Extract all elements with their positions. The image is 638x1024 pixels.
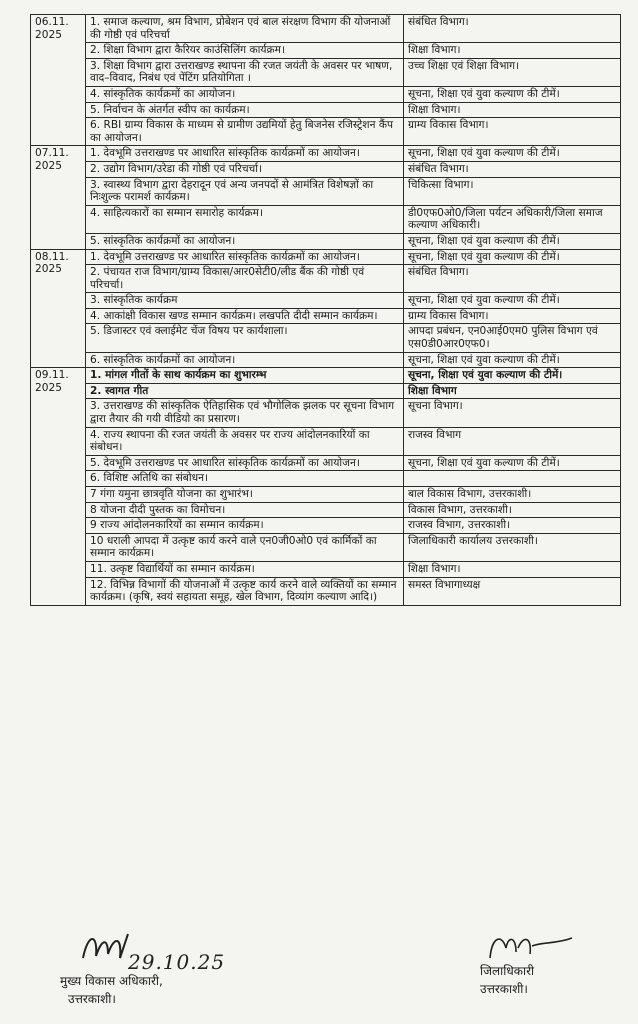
program-cell: 3. स्वास्थ्य विभाग द्वारा देहरादून एवं अन्य जनपदों से आमंत्रित विशेषज्ञों का निःशुल्क परामर्श कार्यक्रम। <box>86 177 404 205</box>
handwritten-date: 29.10.25 <box>128 950 226 974</box>
table-row <box>31 399 621 427</box>
table-row <box>31 177 621 205</box>
program-cell: 5. देवभूमि उत्तराखण्ड पर आधारित सांस्कृतिक कार्यक्रमों का आयोजन। <box>86 455 404 471</box>
department-cell: सूचना, शिक्षा एवं युवा कल्याण की टीमें। <box>404 352 621 368</box>
department-cell: राजस्व विभाग <box>404 427 621 455</box>
program-cell: 6. सांस्कृतिक कार्यक्रमों का आयोजन। <box>86 352 404 368</box>
department-cell <box>404 471 621 487</box>
department-cell: जिलाधिकारी कार्यालय उत्तरकाशी। <box>404 533 621 561</box>
department-cell: विकास विभाग, उत्तरकाशी। <box>404 502 621 518</box>
date-cell: 08.11. 2025 <box>31 249 86 368</box>
program-cell: 4. सांस्कृतिक कार्यक्रमों का आयोजन। <box>86 86 404 102</box>
table-row <box>31 102 621 118</box>
cdo-place: उत्तरकाशी। <box>68 992 116 1006</box>
program-cell: 4. साहित्यकारों का सम्मान समारोह कार्यक्रम। <box>86 205 404 233</box>
program-cell: 1. देवभूमि उत्तराखण्ड पर आधारित सांस्कृतिक कार्यक्रमों का आयोजन। <box>86 146 404 162</box>
date-cell: 09.11. 2025 <box>31 368 86 606</box>
program-cell: 5. निर्वाचन के अंतर्गत स्वीप का कार्यक्रम। <box>86 102 404 118</box>
dm-place: उत्तरकाशी। <box>480 982 528 996</box>
table-row <box>31 233 621 249</box>
program-cell: 1. समाज कल्याण, श्रम विभाग, प्रोबेशन एवं बाल संरक्षण विभाग की योजनाओं की गोष्ठी एवं परिचर्चा <box>86 15 404 43</box>
program-cell: 1. देवभूमि उत्तराखण्ड पर आधारित सांस्कृतिक कार्यक्रमों का आयोजन। <box>86 249 404 265</box>
department-cell: सूचना, शिक्षा एवं युवा कल्याण की टीमें। <box>404 293 621 309</box>
department-cell: सूचना, शिक्षा एवं युवा कल्याण की टीमें। <box>404 86 621 102</box>
department-cell: शिक्षा विभाग। <box>404 561 621 577</box>
table-row <box>31 146 621 162</box>
department-cell: ग्राम्य विकास विभाग। <box>404 118 621 146</box>
department-cell: संबंधित विभाग। <box>404 161 621 177</box>
table-row <box>31 533 621 561</box>
program-cell: 2. पंचायत राज विभाग/ग्राम्य विकास/आर0सेटी0/लीड बैंक की गोष्ठी एवं परिचर्चा। <box>86 265 404 293</box>
department-cell: संबंधित विभाग। <box>404 265 621 293</box>
table-row <box>31 352 621 368</box>
department-cell: राजस्व विभाग, उत्तरकाशी। <box>404 518 621 534</box>
schedule-table <box>30 14 621 606</box>
program-cell: 6. RBI ग्राम्य विकास के माध्यम से ग्रामीण उद्यमियों हेतु बिजनेस रजिस्ट्रेशन कैंप का आयोजन। <box>86 118 404 146</box>
table-row <box>31 58 621 86</box>
program-cell: 3. उत्तराखण्ड की सांस्कृतिक ऐतिहासिक एवं भौगोलिक झलक पर सूचना विभाग द्वारा तैयार की गयी वीडियो का प्रसारण। <box>86 399 404 427</box>
table-row <box>31 561 621 577</box>
department-cell: सूचना विभाग। <box>404 399 621 427</box>
table-row <box>31 577 621 605</box>
department-cell: आपदा प्रबंधन, एन0आई0एम0 पुलिस विभाग एवं एस0डी0आर0एफ0। <box>404 324 621 352</box>
program-cell: 12. विभिन्न विभागों की योजनाओं में उत्कृष्ट कार्य करने वाले व्यक्तियों का सम्मान कार्यक्रम। (कृषि, स्वयं सहायता समूह, खेल विभाग, दिव्यांग कल्याण आदि।) <box>86 577 404 605</box>
table-row <box>31 471 621 487</box>
program-cell: 6. विशिष्ट अतिथि का संबोधन। <box>86 471 404 487</box>
program-cell: 1. मांगल गीतों के साथ कार्यक्रम का शुभारम्भ <box>86 368 404 384</box>
department-cell: संबंधित विभाग। <box>404 15 621 43</box>
table-row <box>31 455 621 471</box>
program-cell: 2. स्वागत गीत <box>86 383 404 399</box>
program-cell: 8 योजना दीदी पुस्तक का विमोचन। <box>86 502 404 518</box>
dm-title: जिलाधिकारी <box>480 964 535 978</box>
cdo-signature-block <box>60 972 320 1008</box>
department-cell: ग्राम्य विकास विभाग। <box>404 308 621 324</box>
department-cell: उच्च शिक्षा एवं शिक्षा विभाग। <box>404 58 621 86</box>
program-cell: 4. राज्य स्थापना की रजत जयंती के अवसर पर राज्य आंदोलनकारियों का संबोधन। <box>86 427 404 455</box>
program-cell: 7 गंगा यमुना छात्रवृति योजना का शुभारंभ। <box>86 487 404 503</box>
table-row <box>31 518 621 534</box>
program-cell: 3. सांस्कृतिक कार्यक्रम <box>86 293 404 309</box>
department-cell: सूचना, शिक्षा एवं युवा कल्याण की टीमें। <box>404 249 621 265</box>
program-cell: 10 धराली आपदा में उत्कृष्ट कार्य करने वाले एन0जी0ओ0 एवं कार्मिकों का सम्मान कार्यक्रम। <box>86 533 404 561</box>
date-cell: 07.11. 2025 <box>31 146 86 249</box>
table-row <box>31 368 621 384</box>
table-row <box>31 118 621 146</box>
department-cell: सूचना, शिक्षा एवं युवा कल्याण की टीमें। <box>404 368 621 384</box>
program-cell: 3. शिक्षा विभाग द्वारा उत्तराखण्ड स्थापना की रजत जयंती के अवसर पर भाषण, वाद–विवाद, निबंध एवं पेंटिंग प्रतियोगिता । <box>86 58 404 86</box>
program-cell: 11. उत्कृष्ट विद्यार्थियों का सम्मान कार्यक्रम। <box>86 561 404 577</box>
program-cell: 4. आकांक्षी विकास खण्ड सम्मान कार्यक्रम। लखपति दीदी सम्मान कार्यक्रम। <box>86 308 404 324</box>
program-cell: 5. डिजास्टर एवं क्लाईमेट चेंज विषय पर कार्यशाला। <box>86 324 404 352</box>
department-cell: सूचना, शिक्षा एवं युवा कल्याण की टीमें। <box>404 233 621 249</box>
table-row <box>31 502 621 518</box>
date-cell: 06.11. 2025 <box>31 15 86 146</box>
table-row <box>31 43 621 59</box>
table-row <box>31 308 621 324</box>
table-row <box>31 249 621 265</box>
department-cell: बाल विकास विभाग, उत्तरकाशी। <box>404 487 621 503</box>
cdo-title: मुख्य विकास अधिकारी, <box>60 974 163 988</box>
department-cell: सूचना, शिक्षा एवं युवा कल्याण की टीमें। <box>404 455 621 471</box>
department-cell: चिकित्सा विभाग। <box>404 177 621 205</box>
department-cell: सूचना, शिक्षा एवं युवा कल्याण की टीमें। <box>404 146 621 162</box>
department-cell: डी0एफ0ओ0/जिला पर्यटन अधिकारी/जिला समाज कल्याण अधिकारी। <box>404 205 621 233</box>
dm-signature-block <box>480 962 620 998</box>
program-cell: 5. सांस्कृतिक कार्यक्रमों का आयोजन। <box>86 233 404 249</box>
table-row <box>31 265 621 293</box>
table-row <box>31 383 621 399</box>
table-row <box>31 86 621 102</box>
table-row <box>31 324 621 352</box>
table-row <box>31 161 621 177</box>
program-cell: 2. उद्योग विभाग/उरेडा की गोष्ठी एवं परिचर्चा। <box>86 161 404 177</box>
table-row <box>31 205 621 233</box>
department-cell: शिक्षा विभाग। <box>404 43 621 59</box>
table-row <box>31 293 621 309</box>
department-cell: समस्त विभागाध्यक्ष <box>404 577 621 605</box>
department-cell: शिक्षा विभाग <box>404 383 621 399</box>
program-cell: 9 राज्य आंदोलनकारियों का सम्मान कार्यक्रम। <box>86 518 404 534</box>
table-row <box>31 427 621 455</box>
program-cell: 2. शिक्षा विभाग द्वारा कैरियर काउंसिलिंग कार्यक्रम। <box>86 43 404 59</box>
cdo-signature-icon <box>78 928 138 968</box>
table-row <box>31 487 621 503</box>
table-row <box>31 15 621 43</box>
department-cell: शिक्षा विभाग। <box>404 102 621 118</box>
